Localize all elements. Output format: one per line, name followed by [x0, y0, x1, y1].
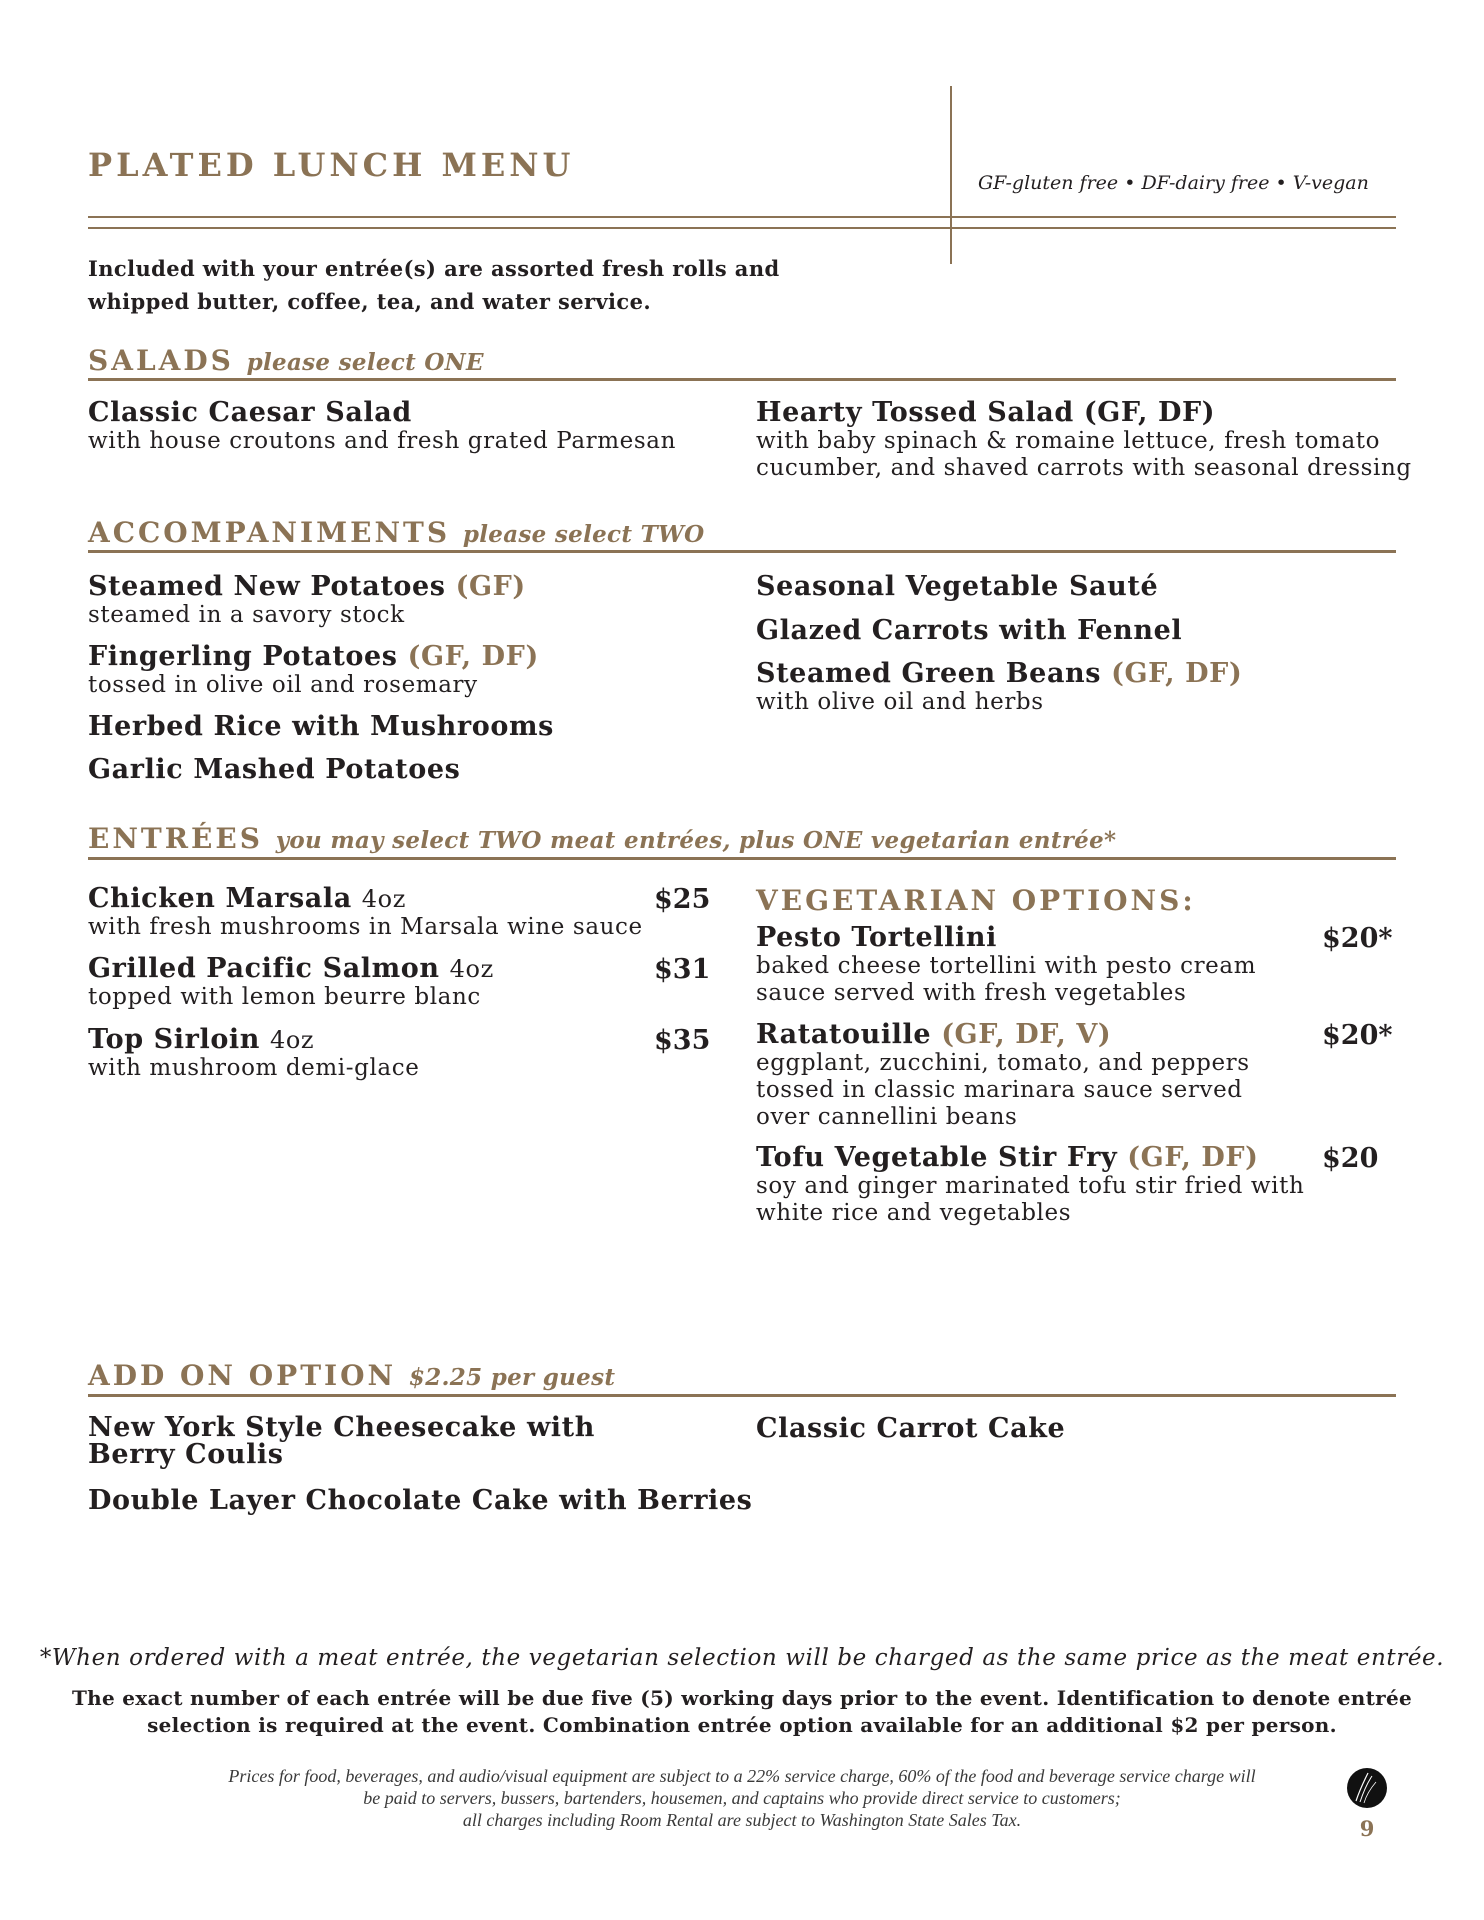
entrees-rule: [88, 857, 1396, 860]
salads-heading: SALADS please select ONE: [88, 344, 484, 377]
vegetarian-entree-price: $20: [1322, 1143, 1379, 1174]
accompaniment-item: Seasonal Vegetable Sauté: [756, 571, 1159, 602]
accompaniment-item: Fingerling Potatoes (GF, DF) tossed in olive oil and rosemary: [88, 641, 539, 698]
accompaniment-item: Glazed Carrots with Fennel: [756, 615, 1183, 646]
addon-rule: [88, 1394, 1396, 1397]
salad-item: Classic Caesar Salad with house croutons and fresh grated Parmesan: [88, 397, 676, 454]
entrees-heading: ENTRÉES you may select TWO meat entrées, plus ONE vegetarian entrée*: [88, 822, 1117, 855]
addon-item: Classic Carrot Cake: [756, 1413, 1066, 1444]
intro-text: Included with your entrée(s) are assorted fresh rolls and whipped butter, coffee, tea, and water service.: [88, 256, 780, 314]
dietary-legend: GF-gluten free • DF-dairy free • V-vegan: [978, 172, 1369, 194]
meat-entree-item: Top Sirloin 4oz with mushroom demi-glace: [88, 1024, 420, 1081]
vegetarian-entree-price: $20*: [1322, 1020, 1393, 1051]
addon-heading: ADD ON OPTION $2.25 per guest: [88, 1359, 616, 1392]
venue-logo-icon: [1346, 1767, 1388, 1809]
header-rule-bottom: [88, 227, 1396, 229]
service-charge-disclaimer: Prices for food, beverages, and audio/visual equipment are subject to a 22% service charge, 60% of the food and beverage service charge will be paid to servers, bussers, bartenders, housemen, and captains who provide direct service to customers; all charges including Room Rental are subject to Washington State Sales Tax.: [228, 1766, 1256, 1830]
header-rule-top: [88, 216, 1396, 218]
vegetarian-entree-item: Ratatouille (GF, DF, V) eggplant, zucchini, tomato, and peppers tossed in classic marinara sauce served over cannellini beans: [756, 1019, 1250, 1130]
accompaniments-rule: [88, 550, 1396, 553]
addon-item: Double Layer Chocolate Cake with Berries: [88, 1485, 753, 1516]
salads-rule: [88, 378, 1396, 381]
page-number: 9: [1359, 1816, 1375, 1841]
header-divider-vertical: [950, 86, 952, 264]
accompaniment-item: Steamed Green Beans (GF, DF) with olive oil and herbs: [756, 658, 1243, 715]
meat-entree-item: Grilled Pacific Salmon 4oz topped with lemon beurre blanc: [88, 953, 494, 1010]
vegetarian-entree-price: $20*: [1322, 923, 1393, 954]
page-title: PLATED LUNCH MENU: [88, 146, 575, 184]
vegetarian-entree-item: Pesto Tortellini baked cheese tortellini with pesto cream sauce served with fresh vegetables: [756, 922, 1257, 1006]
vegetarian-entree-item: Tofu Vegetable Stir Fry (GF, DF) soy and ginger marinated tofu stir fried with white rice and vegetables: [756, 1142, 1305, 1226]
accompaniment-item: Garlic Mashed Potatoes: [88, 754, 461, 785]
accompaniments-heading: ACCOMPANIMENTS please select TWO: [88, 516, 705, 549]
vegetarian-pricing-note: *When ordered with a meat entrée, the vegetarian selection will be charged as the same price as the meat entrée.: [39, 1645, 1445, 1671]
accompaniment-item: Steamed New Potatoes (GF) steamed in a savory stock: [88, 571, 526, 628]
meat-entree-price: $31: [654, 954, 711, 985]
salad-item: Hearty Tossed Salad (GF, DF) with baby spinach & romaine lettuce, fresh tomato cucumber, and shaved carrots with seasonal dressing: [756, 397, 1412, 481]
vegetarian-options-heading: VEGETARIAN OPTIONS:: [756, 884, 1196, 917]
meat-entree-price: $25: [654, 884, 711, 915]
meat-entree-item: Chicken Marsala 4oz with fresh mushrooms in Marsala wine sauce: [88, 883, 643, 940]
meat-entree-price: $35: [654, 1025, 711, 1056]
addon-item: New York Style Cheesecake with Berry Coulis: [88, 1412, 595, 1470]
entree-count-note: The exact number of each entrée will be due five (5) working days prior to the event. Identification to denote entrée selection is required at the event. Combination entrée option available for an additional $2 per person.: [71, 1686, 1413, 1737]
accompaniment-item: Herbed Rice with Mushrooms: [88, 711, 554, 742]
